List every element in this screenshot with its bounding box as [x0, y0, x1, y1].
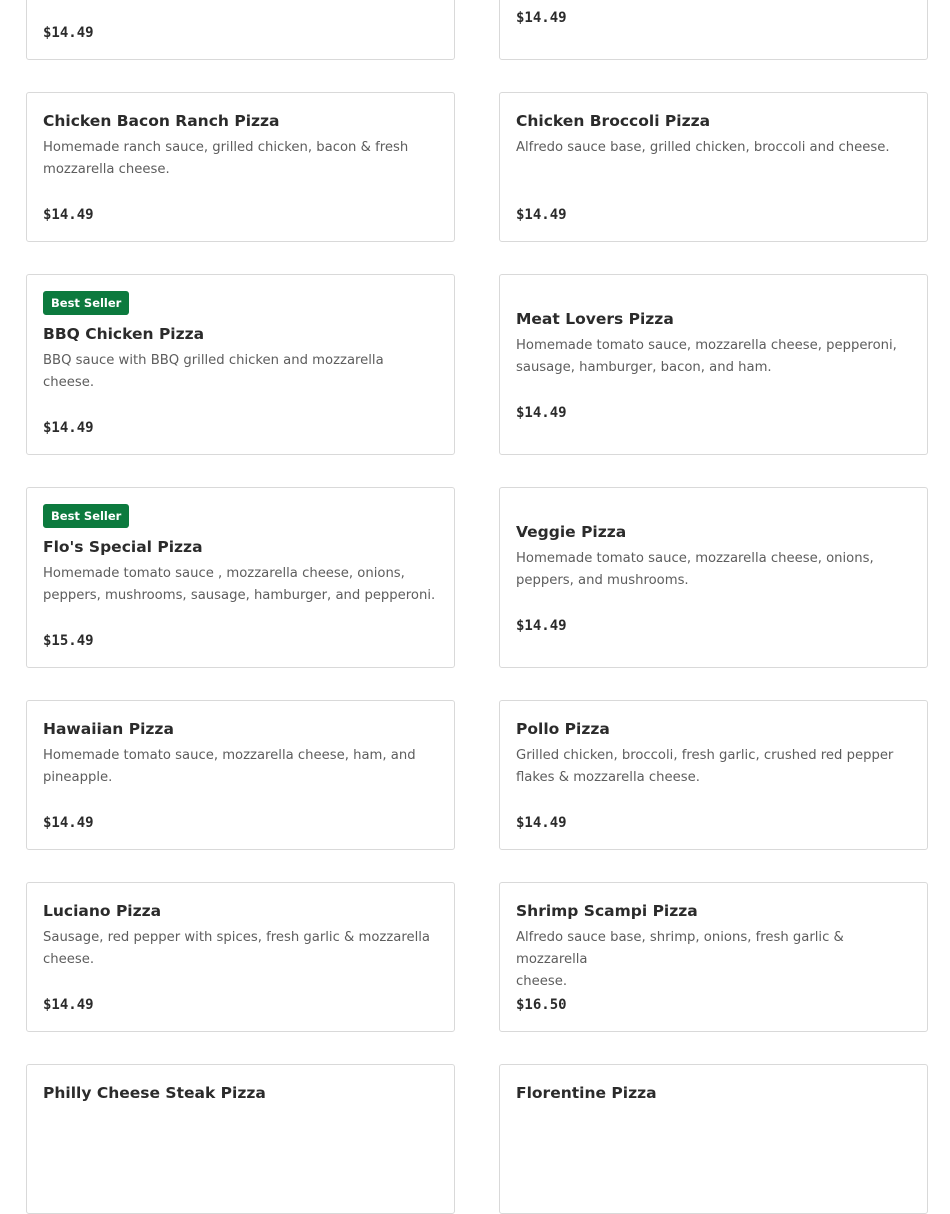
item-description: Alfredo sauce base, grilled chicken, broccoli and cheese. [516, 140, 890, 155]
menu-item-card[interactable] [26, 1064, 455, 1214]
item-name: Meat Lovers Pizza [516, 310, 674, 328]
menu-item-card[interactable] [499, 487, 928, 668]
menu-item-card[interactable] [26, 487, 455, 668]
best-seller-badge: Best Seller [43, 291, 129, 315]
best-seller-badge: Best Seller [43, 504, 129, 528]
menu-item-card[interactable] [26, 274, 455, 455]
item-description: Homemade tomato sauce, mozzarella cheese, ham, and pineapple. [43, 748, 416, 785]
item-price: $14.49 [43, 420, 94, 436]
item-name: Chicken Broccoli Pizza [516, 112, 711, 130]
item-price: $14.49 [43, 815, 94, 831]
menu-item-card[interactable] [499, 700, 928, 850]
item-price: $14.49 [516, 815, 567, 831]
item-description: Sausage, red pepper with spices, fresh garlic & mozzarella cheese. [43, 930, 431, 967]
item-price: $15.49 [43, 633, 94, 649]
item-name: BBQ Chicken Pizza [43, 325, 205, 343]
item-name: Hawaiian Pizza [43, 720, 174, 738]
item-name: Flo's Special Pizza [43, 538, 203, 556]
item-description: Alfredo sauce base, shrimp, onions, fresh garlic & mozzarella cheese. [516, 930, 844, 989]
item-price: $14.49 [43, 25, 94, 41]
menu-item-card[interactable] [499, 92, 928, 242]
item-name: Shrimp Scampi Pizza [516, 902, 698, 920]
item-price: $14.49 [516, 618, 567, 634]
item-price: $14.49 [43, 207, 94, 223]
item-price: $16.50 [516, 997, 567, 1013]
menu-item-card[interactable] [499, 1064, 928, 1214]
item-description: Homemade tomato sauce, mozzarella cheese, onions, peppers, and mushrooms. [516, 551, 874, 588]
item-name: Pollo Pizza [516, 720, 610, 738]
item-description: Homemade tomato sauce, mozzarella cheese, pepperoni, sausage, hamburger, bacon, and ham. [516, 338, 897, 375]
menu-item-card[interactable] [26, 700, 455, 850]
menu-item-card[interactable] [26, 92, 455, 242]
item-description: Homemade ranch sauce, grilled chicken, bacon & fresh mozzarella cheese. [43, 140, 409, 177]
item-name: Luciano Pizza [43, 902, 162, 920]
item-name: Florentine Pizza [516, 1084, 657, 1102]
item-name: Chicken Bacon Ranch Pizza [43, 112, 280, 130]
item-description: Grilled chicken, broccoli, fresh garlic, crushed red pepper flakes & mozzarella cheese. [516, 748, 894, 785]
item-price: $14.49 [516, 405, 567, 421]
menu-item-card[interactable] [26, 882, 455, 1032]
item-name: Philly Cheese Steak Pizza [43, 1084, 266, 1102]
item-price: $14.49 [516, 10, 567, 26]
item-description: Homemade tomato sauce , mozzarella cheese, onions, peppers, mushrooms, sausage, hamburger, and pepperoni. [43, 566, 436, 603]
menu-item-card[interactable] [499, 0, 928, 60]
menu-item-card[interactable] [499, 274, 928, 455]
item-name: Veggie Pizza [516, 523, 627, 541]
item-price: $14.49 [516, 207, 567, 223]
menu-item-card[interactable] [26, 0, 455, 60]
item-description: BBQ sauce with BBQ grilled chicken and mozzarella cheese. [43, 353, 384, 390]
item-price: $14.49 [43, 997, 94, 1013]
menu-item-card[interactable] [499, 882, 928, 1032]
